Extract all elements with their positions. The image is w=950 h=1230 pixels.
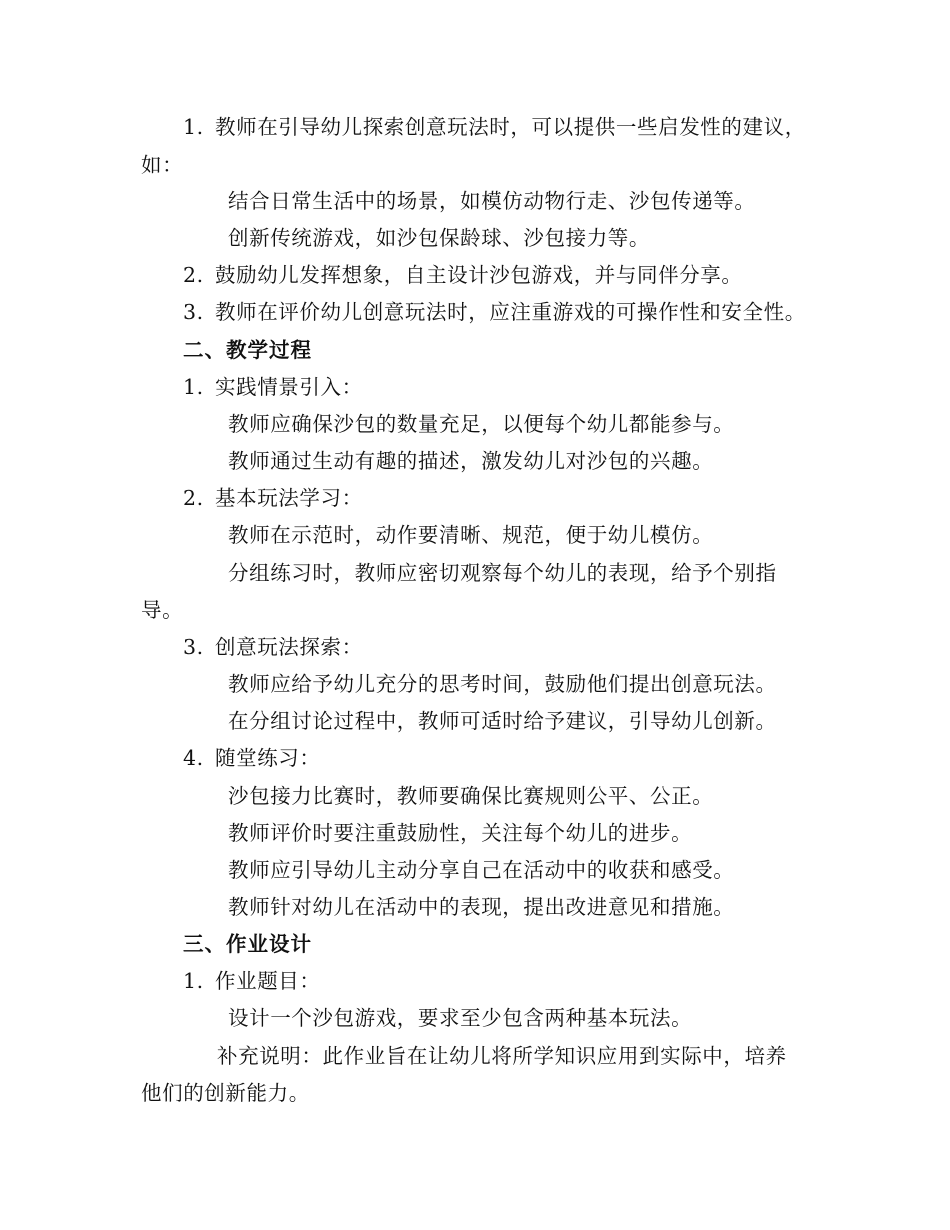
process-subitem: 教师通过生动有趣的描述，激发幼儿对沙包的兴趣。 [228, 449, 714, 473]
list-number: 3. [183, 300, 204, 324]
supplementary-note-continuation: 他们的创新能力。 [141, 1081, 310, 1105]
process-item-4 [183, 744, 321, 772]
intro-subitem: 结合日常生活中的场景，如模仿动物行走、沙包传递等。 [228, 189, 756, 213]
list-number: 3. [183, 635, 204, 659]
list-number: 1. [183, 115, 204, 139]
intro-item-3 [183, 298, 806, 326]
homework-item-1 [183, 967, 321, 995]
process-subitem: 教师应引导幼儿主动分享自己在活动中的收获和感受。 [228, 858, 735, 882]
process-subitem: 教师在示范时，动作要清晰、规范，便于幼儿模仿。 [228, 523, 714, 547]
list-number: 4. [183, 746, 204, 770]
list-text: 随堂练习： [215, 746, 321, 770]
list-text: 鼓励幼儿发挥想象，自主设计沙包游戏，并与同伴分享。 [215, 263, 743, 287]
intro-item-2 [183, 261, 743, 289]
process-subitem: 教师针对幼儿在活动中的表现，提出改进意见和措施。 [228, 895, 735, 919]
process-subitem: 在分组讨论过程中，教师可适时给予建议，引导幼儿创新。 [228, 709, 777, 733]
list-text: 创意玩法探索： [215, 635, 363, 659]
list-number: 2. [183, 263, 204, 287]
section-heading-teaching-process: 二、教学过程 [183, 338, 312, 362]
process-item-1 [183, 373, 363, 401]
intro-subitem: 创新传统游戏，如沙包保龄球、沙包接力等。 [228, 226, 650, 250]
intro-item-1 [183, 113, 806, 141]
process-subitem-continuation: 导。 [141, 598, 184, 622]
section-heading-homework-design: 三、作业设计 [183, 932, 312, 956]
process-item-2 [183, 484, 363, 512]
supplementary-note: 补充说明：此作业旨在让幼儿将所学知识应用到实际中，培养 [217, 1044, 787, 1068]
list-number: 1. [183, 969, 204, 993]
intro-item-1-continuation: 如： [141, 153, 184, 177]
process-subitem: 沙包接力比赛时，教师要确保比赛规则公平、公正。 [228, 784, 714, 808]
list-text: 教师在评价幼儿创意玩法时，应注重游戏的可操作性和安全性。 [215, 300, 806, 324]
list-number: 2. [183, 486, 204, 510]
list-text: 教师在引导幼儿探索创意玩法时，可以提供一些启发性的建议， [215, 115, 806, 139]
list-number: 1. [183, 375, 204, 399]
process-subitem: 教师评价时要注重鼓励性，关注每个幼儿的进步。 [228, 821, 693, 845]
list-text: 作业题目： [215, 969, 321, 993]
process-subitem: 教师应给予幼儿充分的思考时间，鼓励他们提出创意玩法。 [228, 672, 777, 696]
process-subitem: 分组练习时，教师应密切观察每个幼儿的表现，给予个别指 [228, 561, 777, 585]
list-text: 基本玩法学习： [215, 486, 363, 510]
list-text: 实践情景引入： [215, 375, 363, 399]
process-subitem: 教师应确保沙包的数量充足，以便每个幼儿都能参与。 [228, 412, 735, 436]
process-item-3 [183, 633, 363, 661]
homework-subitem: 设计一个沙包游戏，要求至少包含两种基本玩法。 [228, 1006, 693, 1030]
